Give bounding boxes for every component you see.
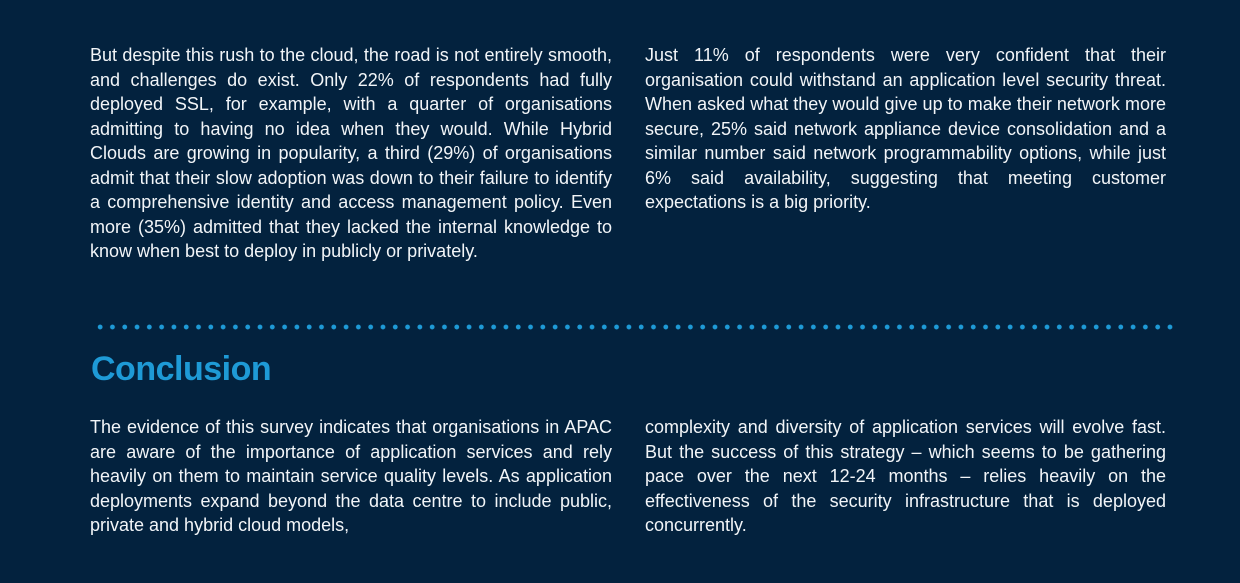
conclusion-paragraph-right: complexity and diversity of application services will evolve fast. But the success of this strategy – which seems to be gathering pace over the next 12-24 months – relies heavily on the effectiveness of the security infrastructure that is deployed concurrently.	[645, 417, 1166, 535]
body-paragraph-left-top: But despite this rush to the cloud, the road is not entirely smooth, and challenges do exist. Only 22% of respondents had fully deployed SSL, for example, with a quarter of organisations admitting to having no idea when they would. While Hybrid Clouds are growing in popularity, a third (29%) of organisations admit that their slow adoption was down to their failure to identify a comprehensive identity and access management policy. Even more (35%) admitted that they lacked the internal knowledge to know when best to deploy in publicly or privately.	[90, 45, 612, 261]
dotted-divider	[94, 324, 1176, 330]
body-paragraph-right-top: Just 11% of respondents were very confident that their organisation could withstand an application level security threat. When asked what they would give up to make their network more secure, 25% said network appliance device consolidation and a similar number said network programmability options, while just 6% said availability, suggesting that meeting customer expectations is a big priority.	[645, 45, 1166, 212]
conclusion-paragraph-left: The evidence of this survey indicates that organisations in APAC are aware of the importance of application services and rely heavily on them to maintain service quality levels. As application deployments expand beyond the data centre to include public, private and hybrid cloud models,	[90, 417, 612, 535]
section-heading: Conclusion	[91, 350, 272, 388]
